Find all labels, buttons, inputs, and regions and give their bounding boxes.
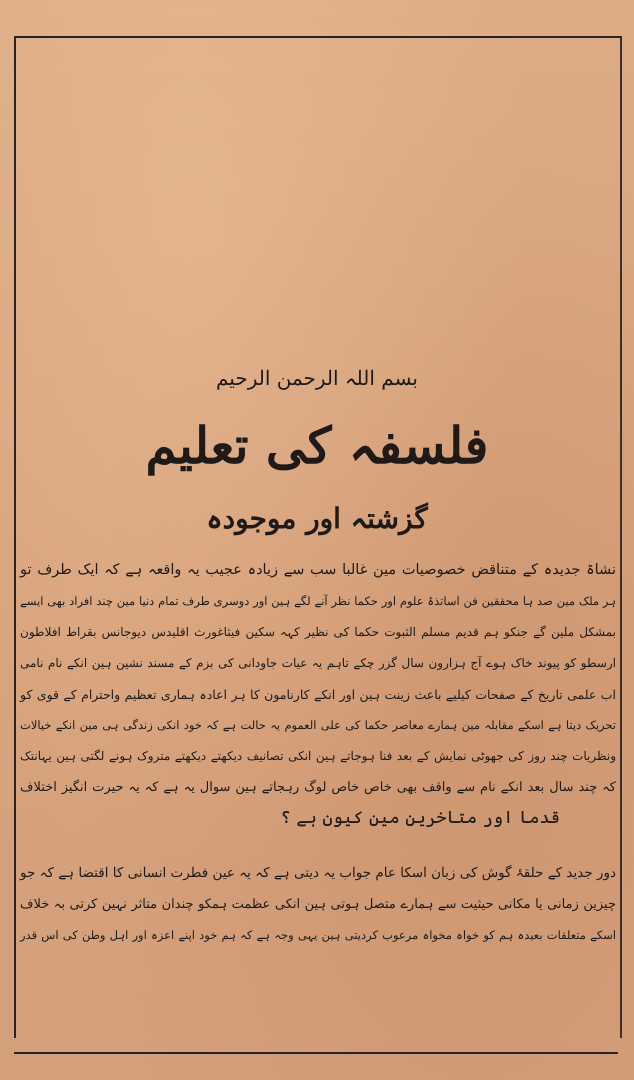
text-line: دور جدید کے حلقۂ گوش کی زبان اسکا عام جواب یہ دیتی ہے کہ یہ عین فطرت انسانی کا اقتضا ہے کہ جو <box>20 865 616 881</box>
bismillah: بسم اللہ الرحمن الرحیم <box>215 366 418 390</box>
text-line: چیزین زمانی یا مکانی حیثیت سے ہمارے متصل ہوتی ہین انکی عظمت ہمکو چندان متاثر نہین کرتی بہ خلاف <box>20 897 616 912</box>
text-line: بمشکل ملین گے جنکو ہم قدیم مسلم الثبوت حکما کی نظیر کہہ سکین فیثاغورث اقلیدس دیوجانس بقراط افلاطون <box>20 625 616 639</box>
text-line: ہر ملک مین صد ہا محققین فن اساتذۂ علوم اور حکما نظر آنے لگے ہین اور دوسری طرف تمام دنیا مین چند افراد بھی ایسے <box>20 594 616 608</box>
text-line: قدما اور متاخرین مین کیون ہے ؟ <box>280 808 560 828</box>
page-title: فلسفہ کی تعلیم <box>145 416 489 475</box>
text-line: اسکے متعلقات بعیدہ ہم کو خواہ مخواہ مرعوب کردیتی ہین یہی وجہ ہے کہ ہم خود اپنے اعزہ اور اہل وطن کی اس قدر <box>20 928 616 942</box>
text-line: ارسطو کو پیوند خاک ہوے آج ہزارون سال گزر چکے تاہم یہ عیات جاودانی کی بزم کے مسند نشین ہین انکے نام نامی <box>20 656 616 670</box>
text-line: نشاۃ جدیدہ کے متناقض خصوصیات مین غالبا سب سے زیادہ عجیب یہ واقعہ ہے کہ ایک طرف تو <box>20 562 616 578</box>
page-subtitle: گزشتہ اور موجودہ <box>206 502 428 535</box>
bottom-rule <box>14 1052 618 1054</box>
text-line: اب علمی تاریخ کے صفحات کیلیے باعث زینت ہین اور انکے کارنامون کا ہر اعادہ ہماری تعظیم واحترام کے قوی کو <box>20 687 616 702</box>
text-line: ونظریات چند روز کی جھوٹی نمایش کے بعد فنا ہوجاتے ہین انکی تصانیف دیکھتے دیکھتے متروک ہونے لگتی ہین یہانتک <box>20 749 616 763</box>
text-line: تحریک دیتا ہے اسکے مقابلہ مین ہمارے معاصر حکما کی علی العموم یہ حالت ہے کہ خود انکی زندگی ہی مین انکے خیالات <box>20 718 616 732</box>
text-line: کہ چند سال بعد انکے نام سے واقف بھی خاص خاص لوگ رہجاتے ہین سوال یہ ہے کہ یہ حیرت انگیز اختلاف <box>20 780 616 795</box>
body-text <box>16 555 620 951</box>
